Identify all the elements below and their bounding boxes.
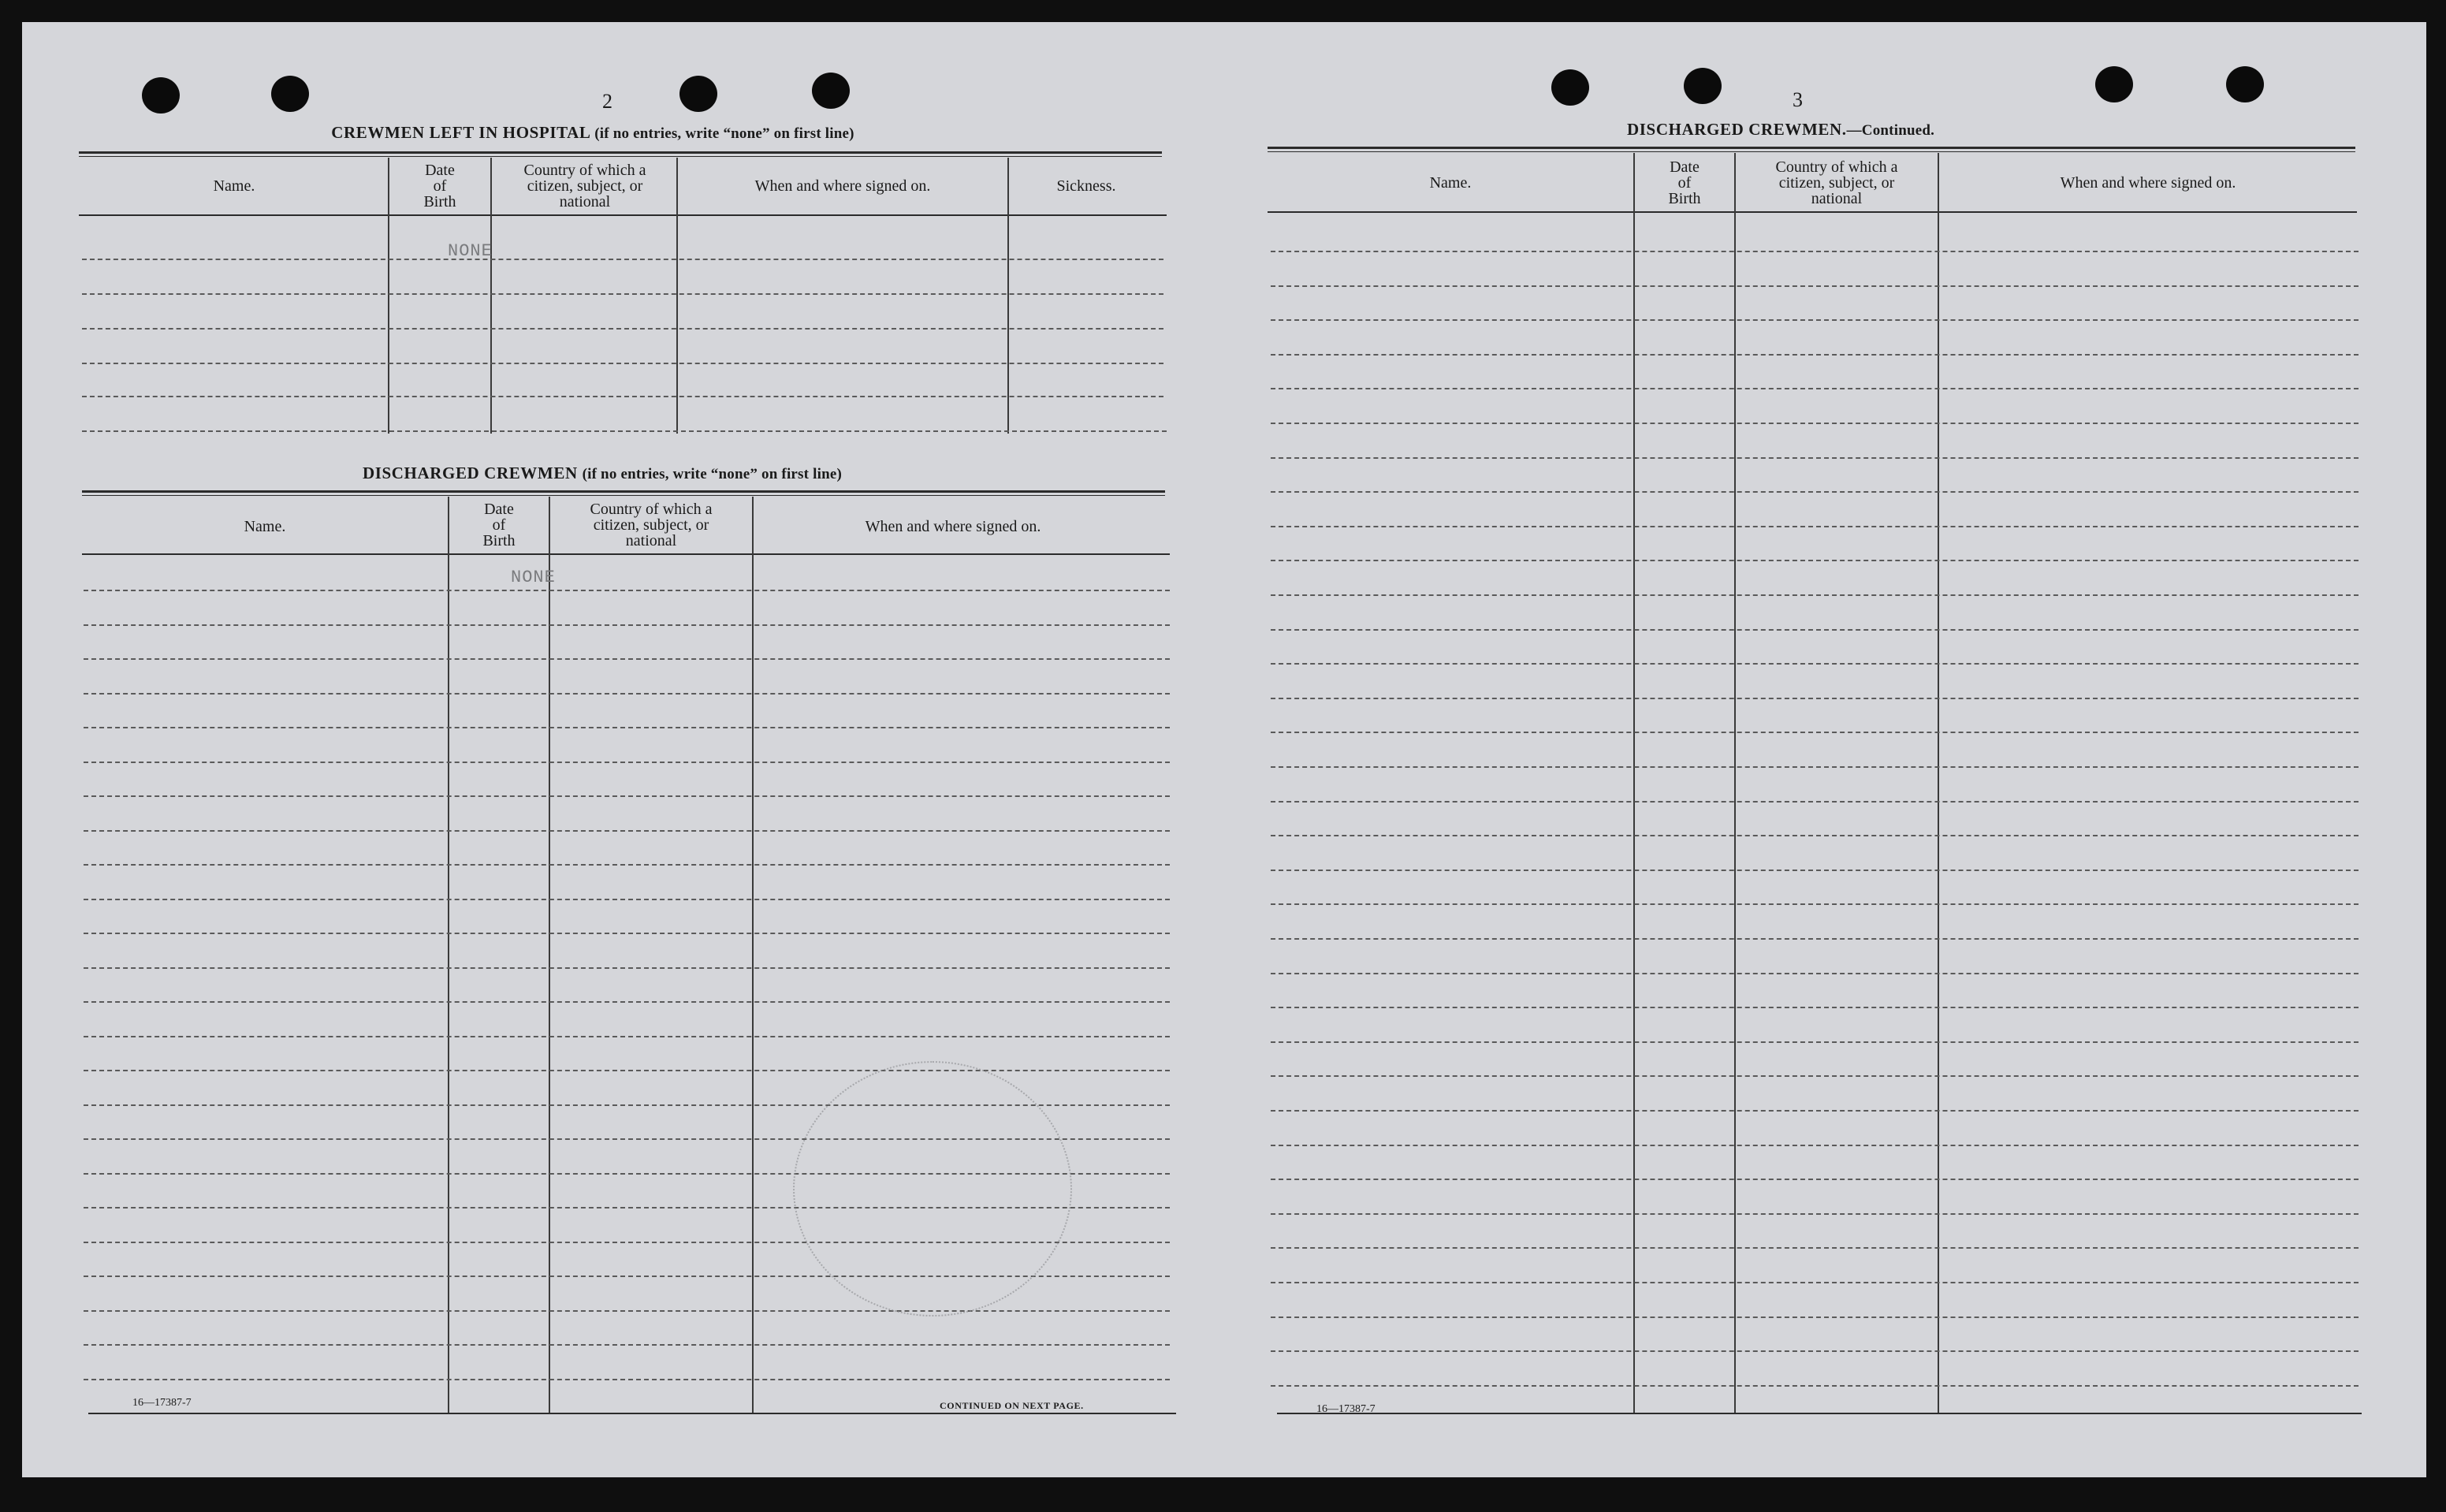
hospital-header-rule <box>79 214 1167 216</box>
entry-line <box>84 624 1170 626</box>
discharged-section-title <box>22 464 1204 483</box>
entry-line <box>1271 663 2359 665</box>
discharged-none-entry: NONE <box>511 568 556 587</box>
entry-line <box>1271 354 2359 356</box>
entry-line <box>82 396 1163 397</box>
entry-line <box>1271 457 2359 459</box>
entry-line <box>1271 1075 2359 1077</box>
entry-line <box>84 727 1170 728</box>
entry-line <box>82 259 1163 260</box>
column-divider <box>1734 153 1736 1414</box>
hospital-col-dob <box>389 162 490 210</box>
entry-line <box>1271 285 2359 287</box>
entry-line <box>1271 903 2359 905</box>
punch-hole <box>1684 68 1722 104</box>
entry-line <box>1271 732 2359 733</box>
punch-hole <box>679 76 717 112</box>
column-divider <box>676 158 678 434</box>
entry-line <box>1271 1247 2359 1249</box>
punch-hole <box>1551 69 1589 106</box>
entry-line <box>84 1344 1170 1346</box>
discharged-title-note: (if no entries, write “none” on first line) <box>582 466 843 482</box>
dob-line: Birth <box>423 193 456 210</box>
column-divider <box>490 158 492 434</box>
hospital-top-rule <box>79 151 1162 154</box>
entry-line <box>82 328 1163 330</box>
entry-line <box>1271 629 2359 631</box>
entry-line <box>1271 594 2359 596</box>
hospital-col-country <box>492 162 678 210</box>
dob-line: of <box>1677 174 1692 192</box>
discharged-bottom-rule <box>88 1413 1176 1414</box>
entry-line <box>84 830 1170 832</box>
entry-line <box>1271 801 2359 803</box>
hospital-col-sickness: Sickness. <box>1056 177 1116 195</box>
country-line: national <box>1811 190 1863 207</box>
discharged-header-rule <box>82 553 1170 555</box>
entry-line <box>1271 1041 2359 1043</box>
dob-line: of <box>433 177 447 195</box>
dob-line: Birth <box>482 532 516 549</box>
country-line: citizen, subject, or <box>527 177 643 195</box>
dob-line: Birth <box>1668 190 1701 207</box>
right-col-name: Name. <box>1429 174 1472 192</box>
column-divider <box>1007 158 1009 434</box>
right-header-rule <box>1268 211 2357 213</box>
hospital-top-rule <box>79 156 1162 157</box>
right-section-title <box>1627 120 1934 140</box>
column-divider <box>388 158 389 434</box>
entry-line <box>1271 1110 2359 1112</box>
entry-line <box>1271 1213 2359 1215</box>
entry-line <box>82 430 1167 432</box>
entry-line <box>1271 491 2359 493</box>
right-title-text: DISCHARGED CREWMEN. <box>1627 120 1847 139</box>
discharged-top-rule <box>82 490 1165 493</box>
entry-line <box>82 293 1163 295</box>
form-number: 16—17387-7 <box>1316 1403 1376 1415</box>
right-col-country <box>1736 159 1938 207</box>
entry-line <box>1271 698 2359 699</box>
entry-line <box>1271 1007 2359 1008</box>
punch-hole <box>142 77 180 114</box>
discharged-col-dob <box>449 501 549 549</box>
entry-line <box>1271 1145 2359 1146</box>
entry-line <box>84 1310 1170 1312</box>
discharged-top-rule <box>82 495 1165 496</box>
hospital-section-title <box>22 123 1204 143</box>
dob-line: Date <box>1670 158 1700 176</box>
entry-line <box>1271 423 2359 424</box>
punch-hole <box>812 73 850 109</box>
entry-line <box>84 658 1170 660</box>
document-sheet <box>22 22 2426 1477</box>
hospital-none-entry: NONE <box>448 241 493 261</box>
discharged-title-text: DISCHARGED CREWMEN <box>362 464 578 482</box>
punch-hole <box>2095 66 2133 102</box>
entry-line <box>84 1001 1170 1003</box>
hospital-title-text: CREWMEN LEFT IN HOSPITAL <box>331 123 590 142</box>
right-bottom-rule <box>1277 1413 2362 1414</box>
entry-line <box>84 864 1170 866</box>
entry-line <box>1271 973 2359 974</box>
entry-line <box>1271 766 2359 768</box>
entry-line <box>1271 835 2359 836</box>
entry-line <box>1271 388 2359 389</box>
dob-line: Date <box>484 501 514 518</box>
entry-line <box>1271 1316 2359 1318</box>
page-number: 2 <box>602 90 612 113</box>
right-title-suffix: —Continued. <box>1846 122 1935 139</box>
punch-hole <box>271 76 309 112</box>
entry-line <box>1271 319 2359 321</box>
entry-line <box>1271 560 2359 561</box>
hospital-col-name: Name. <box>213 177 255 195</box>
discharged-col-signed-on: When and where signed on. <box>865 518 1041 535</box>
entry-line <box>1271 1350 2359 1352</box>
country-line: citizen, subject, or <box>593 516 709 534</box>
entry-line <box>84 1379 1170 1380</box>
entry-line <box>82 363 1163 364</box>
discharged-col-name: Name. <box>244 518 286 535</box>
entry-line <box>1271 938 2359 940</box>
dob-line: Date <box>425 162 455 179</box>
right-top-rule <box>1268 147 2355 149</box>
continued-note: CONTINUED ON NEXT PAGE. <box>940 1400 1084 1411</box>
faint-seal-stamp <box>793 1061 1072 1316</box>
entry-line <box>1271 251 2359 252</box>
country-line: Country of which a <box>1775 158 1898 176</box>
entry-line <box>84 762 1170 763</box>
page-number: 3 <box>1793 88 1803 111</box>
country-line: Country of which a <box>523 162 646 179</box>
discharged-col-country <box>550 501 752 549</box>
right-col-dob <box>1635 159 1734 207</box>
hospital-col-signed-on: When and where signed on. <box>754 177 931 195</box>
entry-line <box>84 933 1170 934</box>
entry-line <box>84 693 1170 695</box>
right-top-rule <box>1268 151 2355 152</box>
right-col-signed-on: When and where signed on. <box>2060 174 2236 192</box>
entry-line <box>84 899 1170 900</box>
entry-line <box>84 967 1170 969</box>
entry-line <box>84 1036 1170 1037</box>
hospital-title-note: (if no entries, write “none” on first line) <box>594 125 854 142</box>
dob-line: of <box>492 516 506 534</box>
entry-line <box>1271 870 2359 871</box>
country-line: Country of which a <box>590 501 713 518</box>
entry-line <box>1271 1385 2359 1387</box>
entry-line <box>84 795 1170 797</box>
entry-line <box>1271 1179 2359 1180</box>
entry-line <box>84 590 1170 591</box>
form-number: 16—17387-7 <box>132 1397 192 1409</box>
column-divider <box>1938 153 1939 1414</box>
column-divider <box>1633 153 1635 1414</box>
punch-hole <box>2226 66 2264 102</box>
country-line: citizen, subject, or <box>1778 174 1895 192</box>
entry-line <box>1271 1282 2359 1283</box>
country-line: national <box>559 193 611 210</box>
entry-line <box>84 1070 1170 1071</box>
entry-line <box>1271 526 2359 527</box>
country-line: national <box>625 532 677 549</box>
